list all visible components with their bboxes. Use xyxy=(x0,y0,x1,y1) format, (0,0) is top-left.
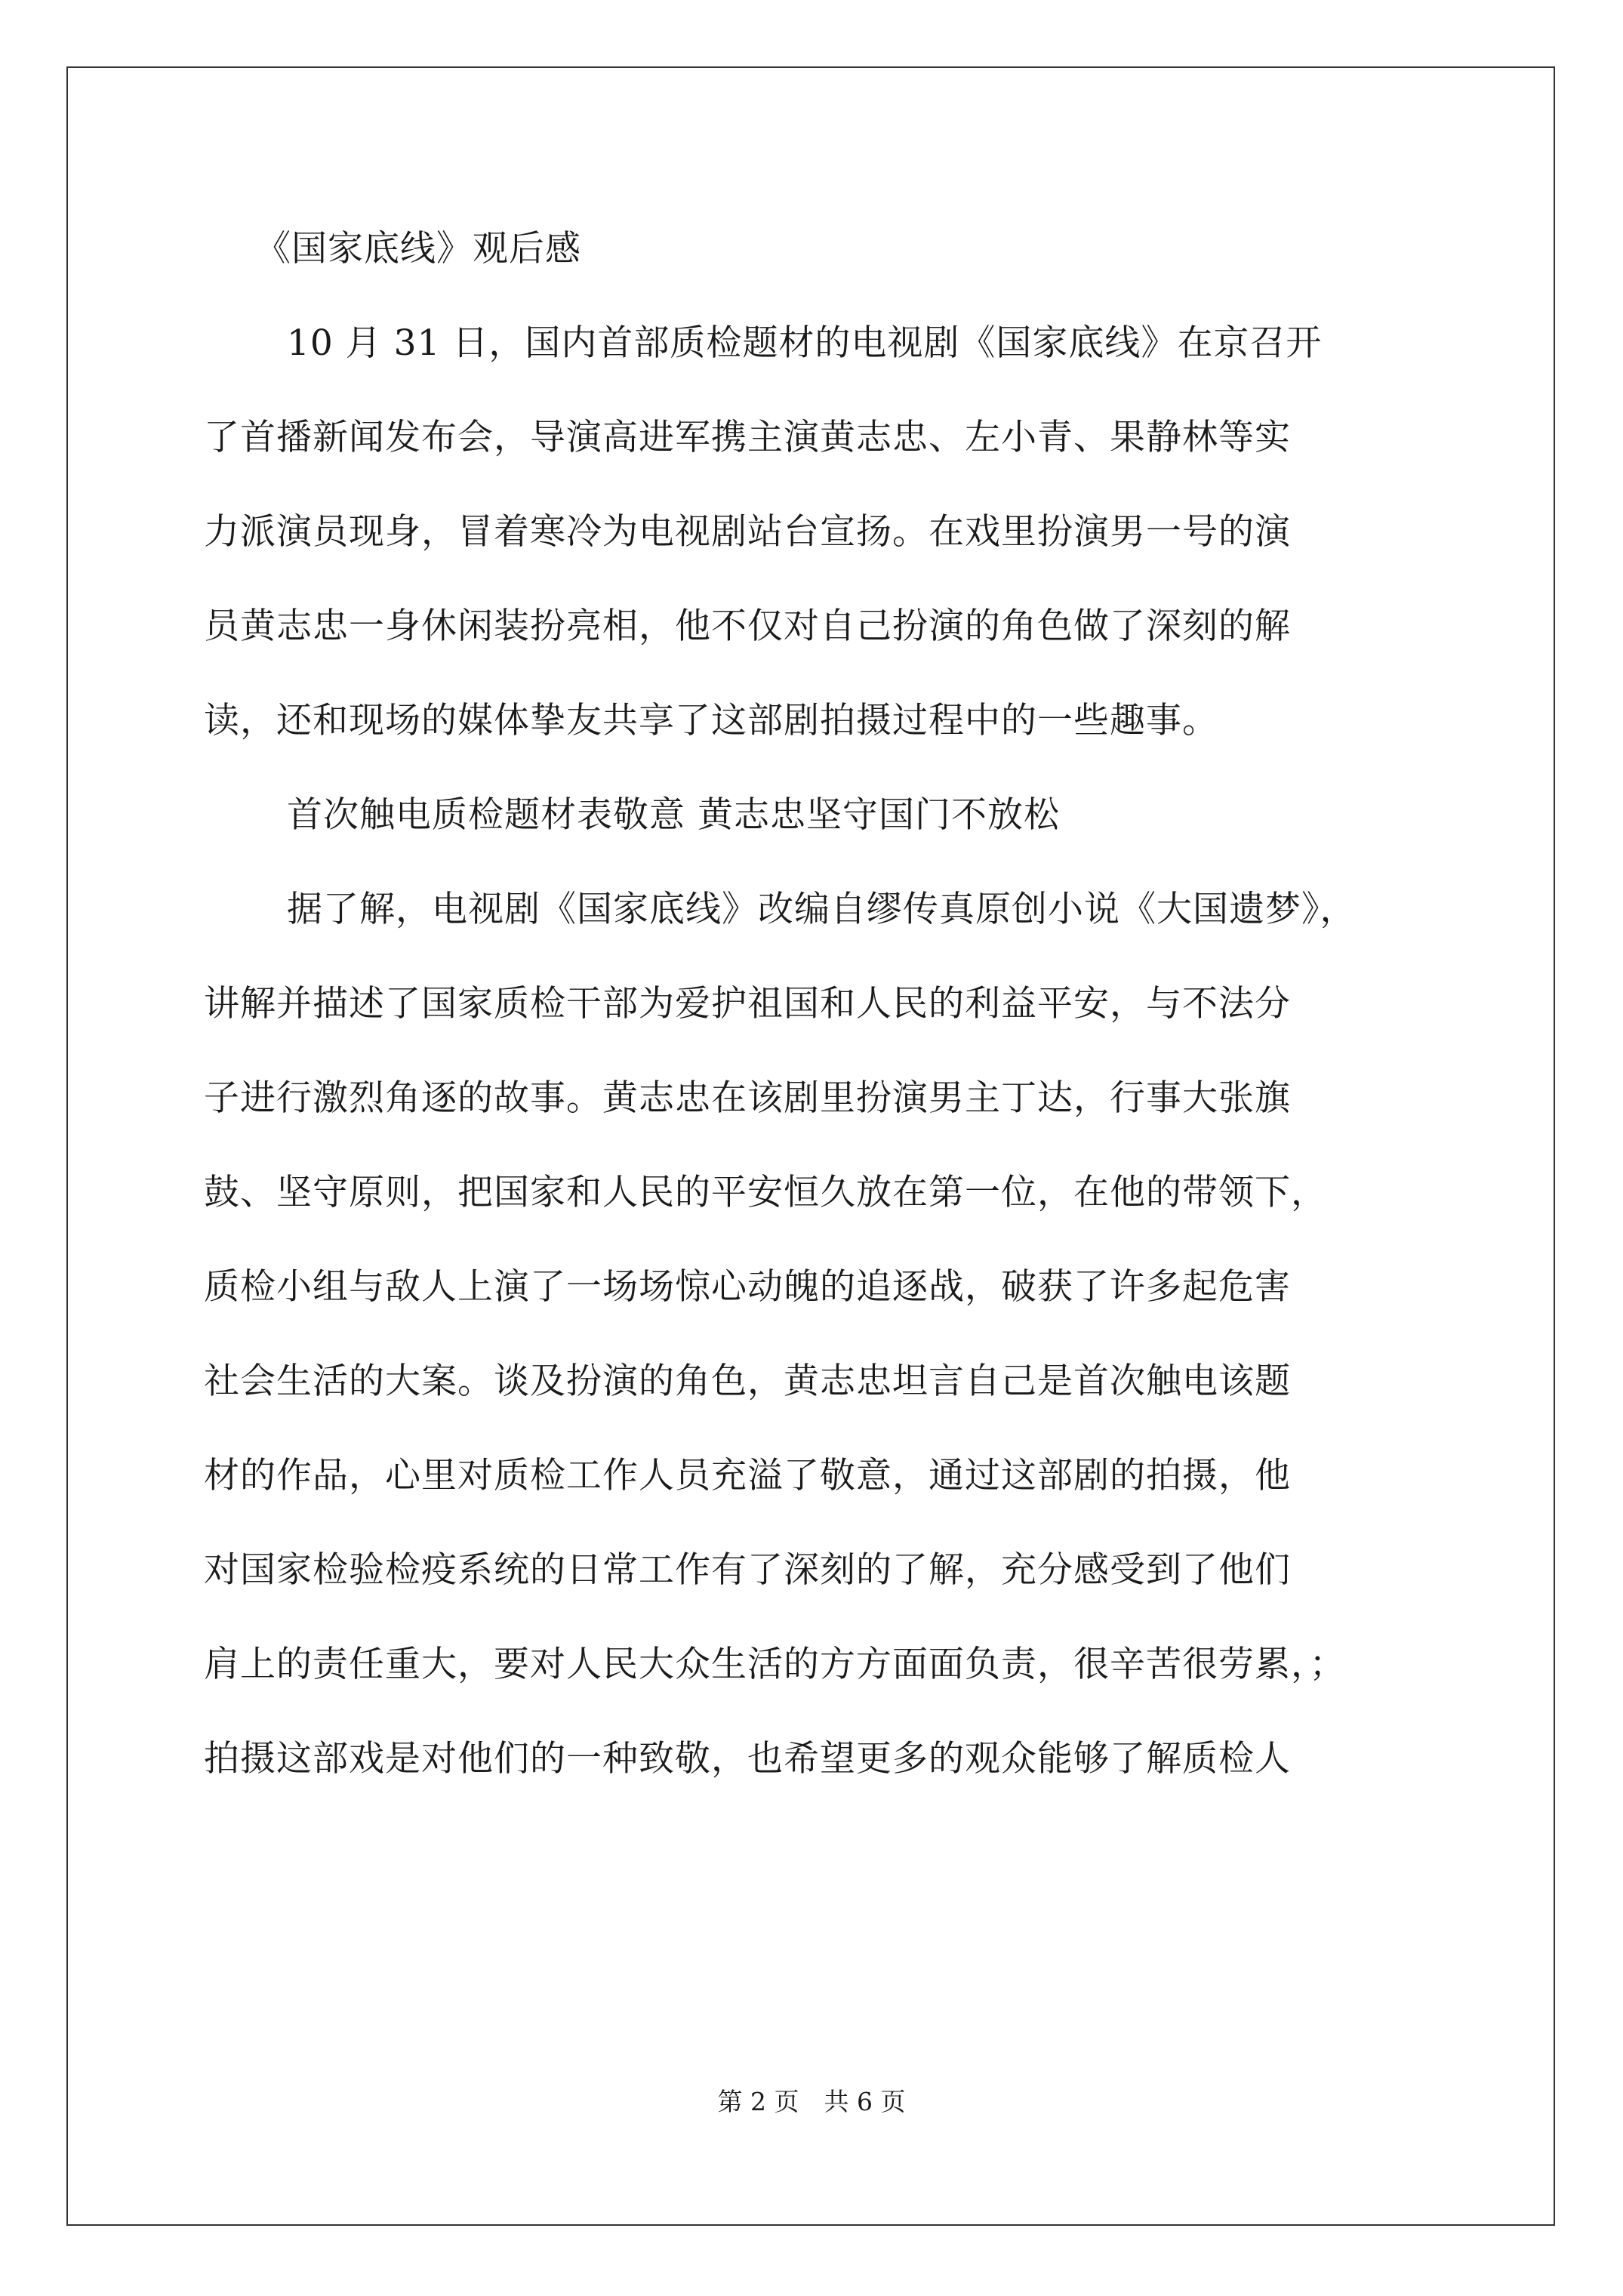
section-heading: 首次触电质检题材表敬意 黄志忠坚守国门不放松 xyxy=(287,794,1060,836)
paragraph-line: 员黄志忠一身休闲装扮亮相，他不仅对自己扮演的角色做了深刻的解 xyxy=(204,606,1291,647)
paragraph-line: 据了解，电视剧《国家底线》改编自缪传真原创小说《大国遗梦》， xyxy=(287,889,1357,930)
paragraph-line: 了首播新闻发布会，导演高进军携主演黄志忠、左小青、果静林等实 xyxy=(204,417,1291,458)
paragraph-line: 力派演员现身，冒着寒冷为电视剧站台宣扬。在戏里扮演男一号的演 xyxy=(204,511,1291,553)
paragraph-line: 讲解并描述了国家质检干部为爱护祖国和人民的利益平安，与不法分 xyxy=(204,983,1291,1025)
paragraph-line: 鼓、坚守原则，把国家和人民的平安恒久放在第一位，在他的带领下， xyxy=(204,1172,1327,1213)
paragraph-line: 拍摄这部戏是对他们的一种致敬，也希望更多的观众能够了解质检人 xyxy=(204,1738,1291,1780)
page-footer: 第 2 页 共 6 页 xyxy=(717,2087,906,2116)
document-title: 《国家底线》观后感 xyxy=(255,228,581,270)
paragraph-line: 对国家检验检疫系统的日常工作有了深刻的了解，充分感受到了他们 xyxy=(204,1549,1291,1591)
paragraph-line: 10 月 31 日，国内首部质检题材的电视剧《国家底线》在京召开 xyxy=(287,322,1323,364)
paragraph-line: 社会生活的大案。谈及扮演的角色，黄志忠坦言自己是首次触电该题 xyxy=(204,1361,1291,1402)
paragraph-line: 读，还和现场的媒体挚友共享了这部剧拍摄过程中的一些趣事。 xyxy=(204,700,1218,741)
paragraph-line: 子进行激烈角逐的故事。黄志忠在该剧里扮演男主丁达，行事大张旗 xyxy=(204,1077,1291,1119)
page-border xyxy=(66,66,1555,2226)
paragraph-line: 质检小组与敌人上演了一场场惊心动魄的追逐战，破获了许多起危害 xyxy=(204,1266,1291,1308)
paragraph-line: 材的作品，心里对质检工作人员充溢了敬意，通过这部剧的拍摄，他 xyxy=(204,1455,1291,1496)
paragraph-line: 肩上的责任重大，要对人民大众生活的方方面面负责，很辛苦很劳累，； xyxy=(204,1644,1346,1685)
